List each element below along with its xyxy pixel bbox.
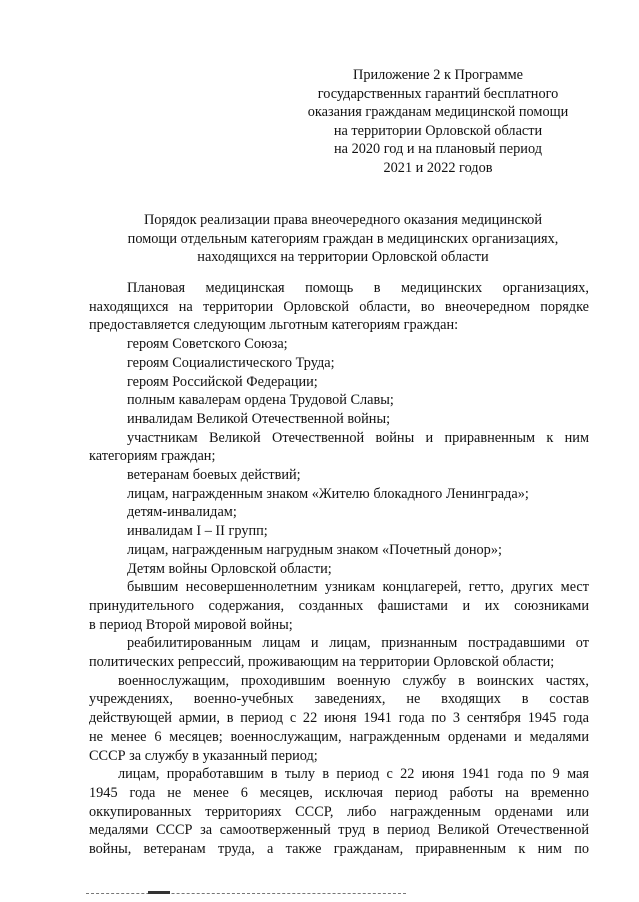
appendix-line: на 2020 год и на плановый период [334, 141, 542, 158]
body-line: лицам, награжденным знаком «Жителю блокадного Ленинграда»; [127, 485, 529, 502]
title-line: Порядок реализации права внеочередного оказания медицинской [143, 212, 542, 228]
body-line: Детям войны Орловской области; [127, 560, 332, 577]
body-line: инвалидам I – II групп; [127, 523, 268, 540]
body-line: учреждениях, военно-учебных заведениях, не входящих в состав [89, 691, 589, 708]
appendix-line: оказания гражданам медицинской помощи [307, 104, 569, 121]
body-line: героям Советского Союза; [127, 336, 288, 353]
document-body [89, 279, 589, 859]
body-line: не менее 6 месяцев; военнослужащим, награжденным орденами и медалями [89, 728, 589, 745]
title-line: находящихся на территории Орловской области [197, 249, 489, 266]
body-line: лицам, проработавшим в тылу в период с 22 июня 1941 года по 9 мая [118, 766, 589, 783]
body-line: СССР за службу в указанный период; [89, 747, 318, 764]
body-line: медалями СССР за самоотверженный труд в период Великой Отечественной [89, 822, 589, 839]
body-line: героям Российской Федерации; [127, 373, 318, 390]
body-line: реабилитированным лицам и лицам, признанным пострадавшими от [127, 635, 589, 652]
appendix-line: на территории Орловской области [333, 122, 543, 139]
body-line: участникам Великой Отечественной войны и приравненным к ним [127, 429, 589, 446]
body-line: предоставляется следующим льготным категориям граждан: [89, 317, 459, 334]
appendix-header [290, 66, 586, 178]
appendix-line: Приложение 2 к Программе [353, 67, 523, 83]
body-line: детям-инвалидам; [127, 504, 237, 521]
body-line: 1945 года не менее 6 месяцев, исключая период работы на временно [89, 784, 589, 801]
body-line: военнослужащим, проходившим военную службу в воинских частях, [118, 672, 589, 689]
appendix-line: государственных гарантий бесплатного [317, 85, 559, 102]
footer-mark [148, 891, 170, 894]
body-line: бывшим несовершеннолетним узникам концлагерей, гетто, других мест [127, 579, 589, 596]
body-line: войны, ветеранам труда, а также гражданам, приравненным к ним по [89, 841, 589, 858]
appendix-line: 2021 и 2022 годов [383, 159, 493, 176]
body-line: в период Второй мировой войны; [89, 616, 293, 633]
body-line: лицам, награжденным нагрудным знаком «Почетный донор»; [127, 541, 502, 558]
body-line: принудительного содержания, созданных фашистами и их союзниками [89, 597, 589, 614]
body-line: оккупированных территориях СССР, либо награжденным орденами или [89, 803, 589, 820]
body-line: находящихся на территории Орловской области, во внеочередном порядке [89, 298, 589, 315]
title-line: помощи отдельным категориям граждан в медицинских организациях, [127, 230, 559, 247]
body-line: действующей армии, в период с 22 июня 1941 года по 3 сентября 1945 года [89, 710, 589, 727]
document-title [90, 211, 596, 267]
body-line: героям Социалистического Труда; [127, 354, 335, 371]
body-line: политических репрессий, проживающим на территории Орловской области; [89, 654, 555, 671]
footer-divider [86, 893, 406, 895]
body-line: ветеранам боевых действий; [127, 467, 301, 484]
body-line: Плановая медицинская помощь в медицинских организациях, [127, 280, 589, 296]
body-line: категориям граждан; [89, 448, 216, 465]
body-line: инвалидам Великой Отечественной войны; [127, 410, 391, 427]
body-line: полным кавалерам ордена Трудовой Славы; [127, 392, 394, 409]
